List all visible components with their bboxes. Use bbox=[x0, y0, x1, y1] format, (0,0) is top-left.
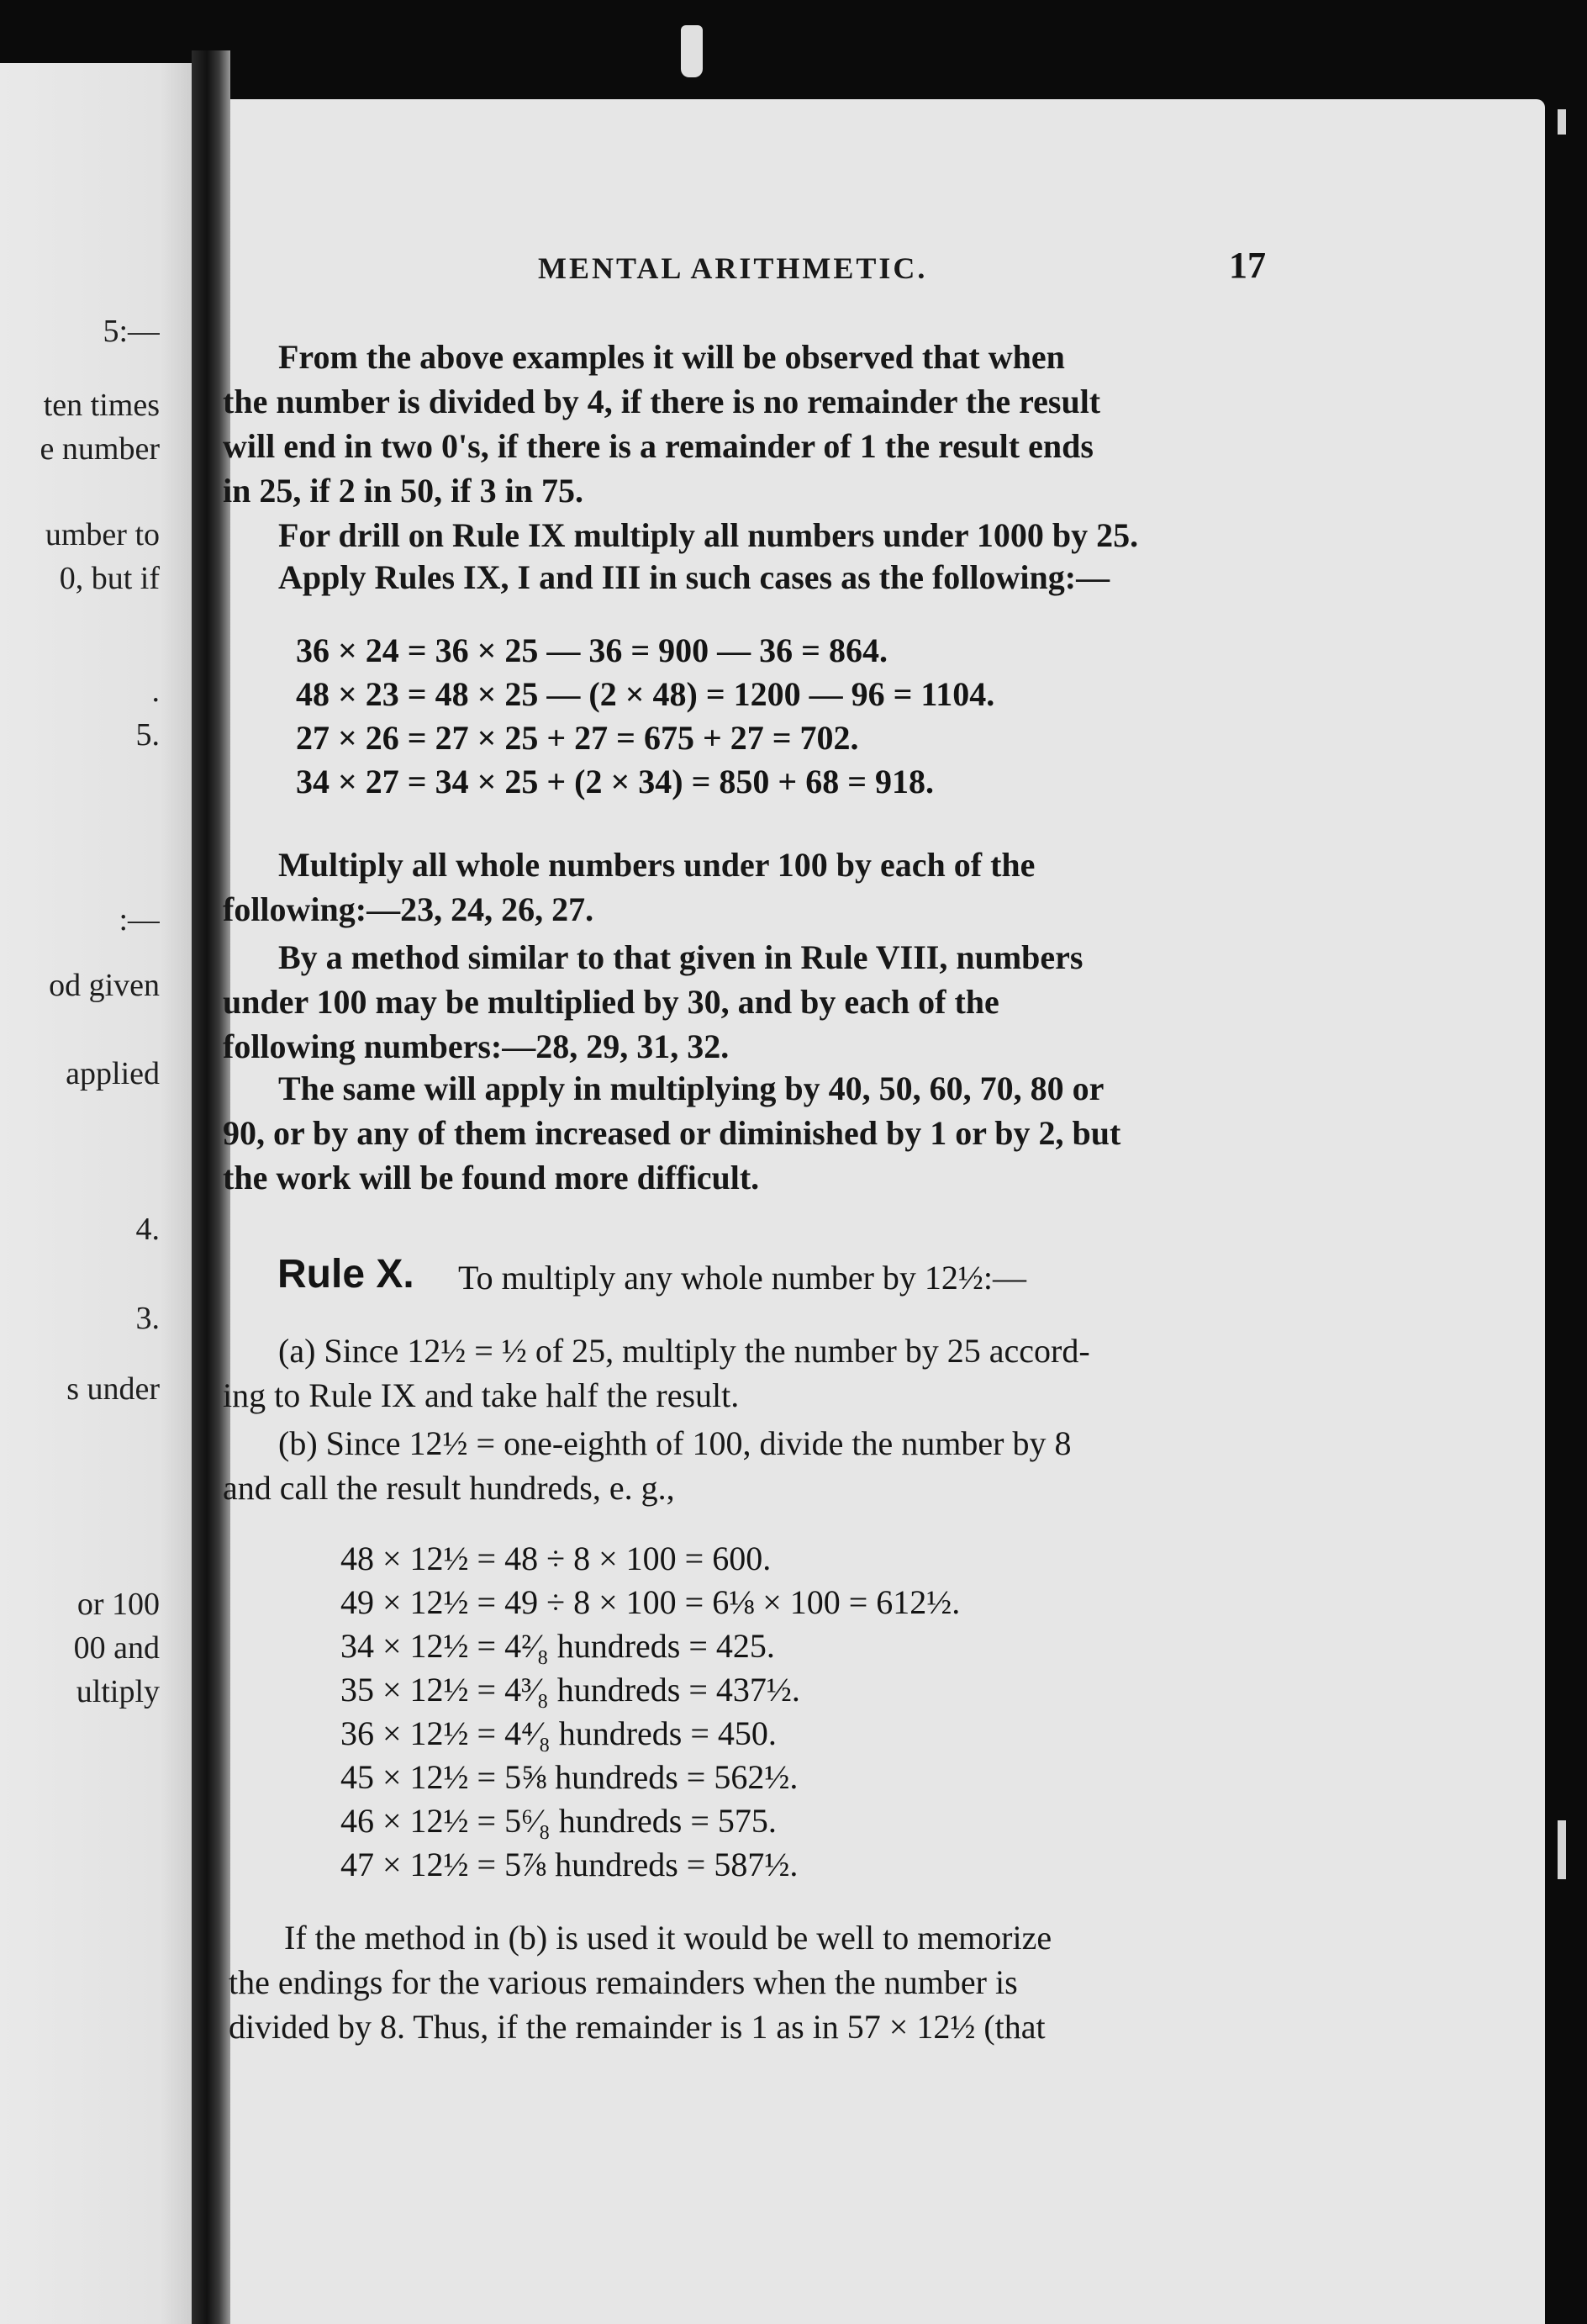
paragraph-multiply-all bbox=[223, 842, 1273, 932]
text-line: the number is divided by 4, if there is no remainder the result bbox=[223, 383, 1101, 420]
equation-line: 49 × 12½ = 49 ÷ 8 × 100 = 6⅛ × 100 = 612½. bbox=[340, 1583, 961, 1621]
equation-line: 47 × 12½ = 5⅞ hundreds = 587½. bbox=[340, 1846, 799, 1883]
text-line: following:—23, 24, 26, 27. bbox=[223, 890, 594, 928]
text-line: the endings for the various remainders when the number is bbox=[229, 1963, 1018, 2001]
text-line: ing to Rule IX and take half the result. bbox=[223, 1376, 740, 1414]
equation-line: 46 × 12½ = 5⁶⁄₈ hundreds = 575. bbox=[340, 1802, 777, 1840]
text-line: (b) Since 12½ = one-eighth of 100, divide the number by 8 bbox=[278, 1424, 1072, 1462]
text-line: Apply Rules IX, I and III in such cases as the following:— bbox=[278, 558, 1110, 596]
paragraph-same-apply bbox=[223, 1066, 1273, 1200]
paragraph-observation bbox=[223, 335, 1273, 513]
left-fragment: umber to bbox=[45, 517, 160, 552]
top-clip-mark bbox=[681, 25, 703, 77]
left-fragment: e number bbox=[40, 431, 160, 467]
left-fragment: 4. bbox=[135, 1212, 160, 1247]
edge-mark bbox=[1558, 1820, 1566, 1879]
paragraph-memorize bbox=[229, 1915, 1279, 2049]
text-line: the work will be found more difficult. bbox=[223, 1159, 760, 1196]
page-number: 17 bbox=[1229, 245, 1266, 286]
equation-line: 45 × 12½ = 5⅝ hundreds = 562½. bbox=[340, 1758, 799, 1796]
rule-x-statement: To multiply any whole number by 12½:— bbox=[458, 1259, 1027, 1297]
left-fragment: od given bbox=[49, 968, 160, 1003]
text-line: 90, or by any of them increased or diminished by 1 or by 2, but bbox=[223, 1114, 1121, 1152]
text-line: following numbers:—28, 29, 31, 32. bbox=[223, 1027, 730, 1065]
left-fragment: . bbox=[151, 673, 160, 709]
equation-line: 34 × 12½ = 4²⁄₈ hundreds = 425. bbox=[340, 1627, 775, 1665]
left-fragment: 00 and bbox=[73, 1630, 160, 1666]
equation-line: 35 × 12½ = 4³⁄₈ hundreds = 437½. bbox=[340, 1671, 800, 1709]
text-line: will end in two 0's, if there is a remainder of 1 the result ends bbox=[223, 427, 1094, 465]
equation-line: 36 × 12½ = 4⁴⁄₈ hundreds = 450. bbox=[340, 1714, 777, 1752]
left-fragment: 0, but if bbox=[59, 561, 160, 596]
left-fragment: 5. bbox=[135, 717, 160, 753]
left-fragment: s under bbox=[66, 1371, 160, 1407]
paragraph-apply-rules bbox=[223, 555, 1273, 599]
equation-line: 48 × 23 = 48 × 25 — (2 × 48) = 1200 — 96 = 1104. bbox=[296, 675, 995, 713]
text-line: Multiply all whole numbers under 100 by each of the bbox=[278, 846, 1036, 884]
paragraph-method-similar bbox=[223, 935, 1273, 1069]
equation-line: 36 × 24 = 36 × 25 — 36 = 900 — 36 = 864. bbox=[296, 631, 888, 669]
text-line: divided by 8. Thus, if the remainder is 1 as in 57 × 12½ (that bbox=[229, 2008, 1046, 2046]
text-line: (a) Since 12½ = ½ of 25, multiply the number by 25 accord- bbox=[278, 1332, 1090, 1370]
rule-x-heading: Rule X. bbox=[277, 1252, 414, 1297]
equation-line: 27 × 26 = 27 × 25 + 27 = 675 + 27 = 702. bbox=[296, 719, 859, 757]
text-line: and call the result hundreds, e. g., bbox=[223, 1469, 675, 1507]
paragraph-method-b bbox=[223, 1421, 1273, 1510]
edge-mark bbox=[1558, 109, 1566, 135]
left-fragment: 5:— bbox=[103, 314, 160, 349]
equation-line: 48 × 12½ = 48 ÷ 8 × 100 = 600. bbox=[340, 1540, 772, 1577]
text-line: If the method in (b) is used it would be well to memorize bbox=[284, 1919, 1052, 1957]
text-line: For drill on Rule IX multiply all numbers under 1000 by 25. bbox=[278, 516, 1139, 554]
text-line: in 25, if 2 in 50, if 3 in 75. bbox=[223, 472, 583, 510]
left-fragment: applied bbox=[66, 1056, 160, 1091]
text-line: By a method similar to that given in Rule VIII, numbers bbox=[278, 938, 1083, 976]
left-fragment: 3. bbox=[135, 1301, 160, 1336]
left-fragment: :— bbox=[119, 902, 160, 938]
left-fragment: ultiply bbox=[76, 1674, 160, 1709]
text-line: The same will apply in multiplying by 40, 50, 60, 70, 80 or bbox=[278, 1070, 1105, 1107]
text-line: From the above examples it will be observed that when bbox=[278, 338, 1065, 376]
text-line: under 100 may be multiplied by 30, and by each of the bbox=[223, 983, 999, 1021]
paragraph-drill bbox=[223, 513, 1273, 557]
paragraph-method-a bbox=[223, 1328, 1273, 1418]
left-fragment: or 100 bbox=[76, 1587, 160, 1622]
running-title: MENTAL ARITHMETIC. bbox=[538, 251, 928, 285]
equation-line: 34 × 27 = 34 × 25 + (2 × 34) = 850 + 68 = 918. bbox=[296, 763, 934, 800]
left-fragment: ten times bbox=[43, 388, 160, 423]
